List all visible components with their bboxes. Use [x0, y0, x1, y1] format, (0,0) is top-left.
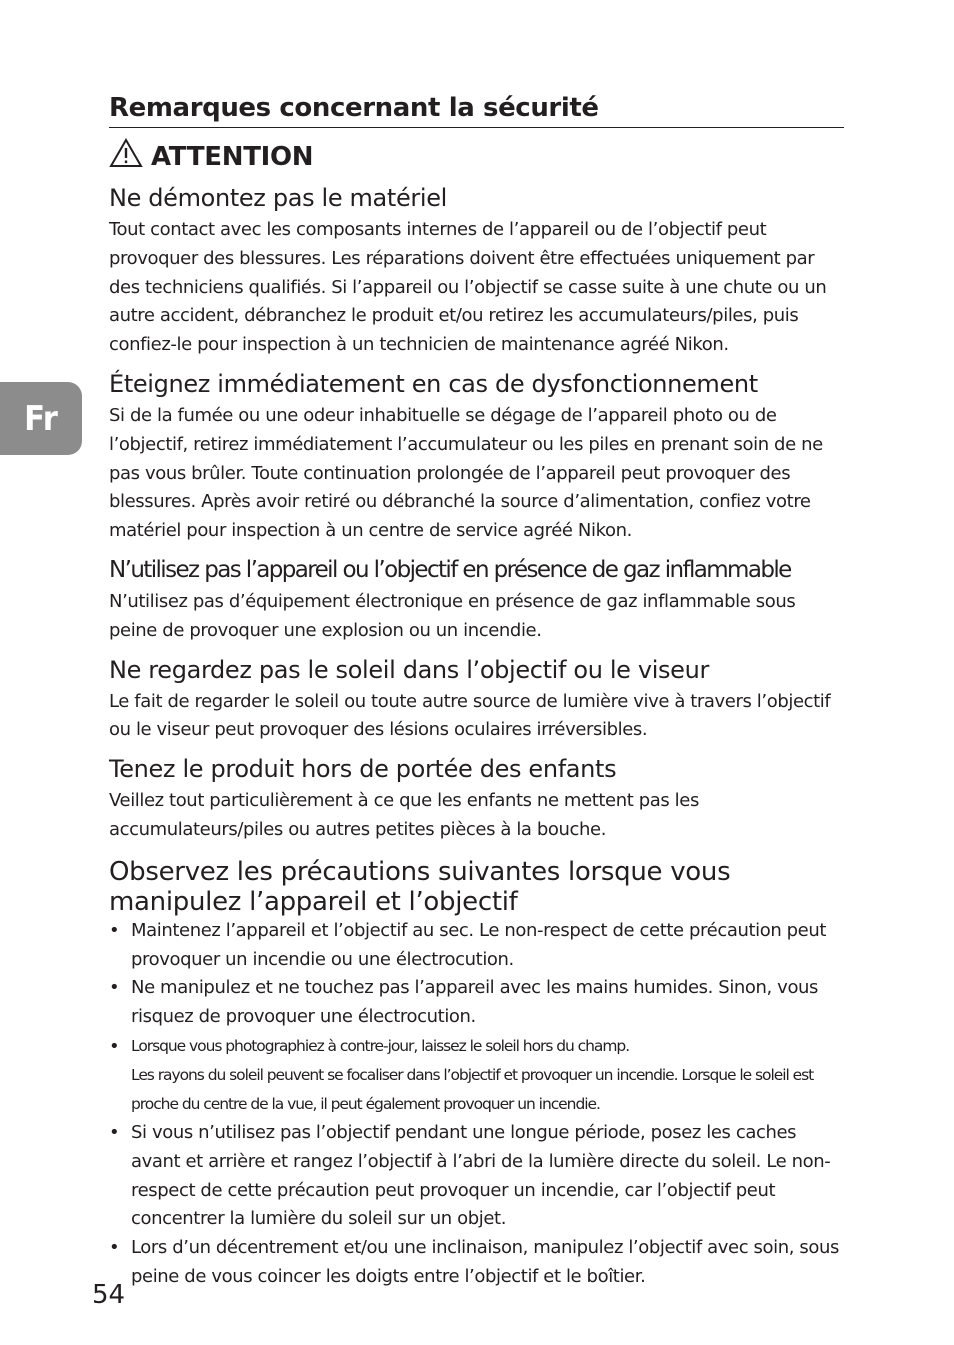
list-item [109, 917, 844, 975]
bullet: • [109, 1121, 120, 1143]
safety-content [109, 180, 844, 1292]
section-text: Le fait de regarder le soleil ou toute autre source de lumière vive à travers l’objectif ou le viseur peut provoquer des lésions oculaires irréversibles. [109, 690, 831, 741]
list-item [109, 1234, 844, 1292]
page-title: Remarques concernant la sécurité [109, 89, 844, 128]
precautions-heading: Observez les précautions suivantes lorsque vous manipulez l’appareil et l’objectif [109, 856, 731, 917]
section-heading: Tenez le produit hors de portée des enfants [109, 755, 617, 784]
section-heading: Ne démontez pas le matériel [109, 184, 447, 212]
bullet: • [109, 1237, 120, 1259]
bullet: • [109, 919, 120, 941]
page-number: 54 [92, 1280, 126, 1310]
list-item-text: Si vous n’utilisez pas l’objectif pendant une longue période, posez les caches avant et arrière et rangez l’objectif à l’abri de la lumière directe du soleil. Le non-respect de cette précaution peut provoquer un incendie, car l’objectif peut concentrer la lumière du soleil sur un objet. [131, 1121, 831, 1230]
section-heading: Éteignez immédiatement en cas de dysfonctionnement [109, 369, 758, 398]
language-tab: Fr [0, 382, 82, 455]
warning-triangle-icon [109, 138, 143, 175]
section-flammable-gas [109, 552, 844, 646]
list-item-text: Lors d’un décentrement et/ou une inclinaison, manipulez l’objectif avec soin, sous peine de vous coincer les doigts entre l’objectif et le boîtier. [131, 1237, 839, 1287]
section-malfunction [109, 366, 844, 546]
attention-header [109, 138, 313, 175]
section-precautions [109, 851, 844, 1292]
list-item-text: Maintenez l’appareil et l’objectif au sec. Le non-respect de cette précaution peut provoquer un incendie ou une électrocution. [131, 919, 827, 970]
precautions-list [109, 917, 844, 1292]
section-disassembly [109, 180, 844, 360]
section-children [109, 751, 844, 845]
section-text: Tout contact avec les composants internes de l’appareil ou de l’objectif peut provoquer des blessures. Les réparations doivent être effectuées uniquement par des techniciens qualifiés. Si l’appareil ou l’objectif se casse suite à une chute ou un autre accident, débranchez le produit et/ou retirez les accumulateurs/piles, puis confiez-le pour inspection à un technicien de maintenance agréé Nikon. [109, 219, 827, 356]
section-heading: Ne regardez pas le soleil dans l’objectif ou le viseur [109, 655, 709, 684]
list-item-text: Ne manipulez et ne touchez pas l’appareil avec les mains humides. Sinon, vous risquez de provoquer une électrocution. [131, 977, 819, 1028]
list-item-detail: Les rayons du soleil peuvent se focaliser dans l’objectif et provoquer un incendie. Lorsque le soleil est proche du centre de la vue, il peut également provoquer un incendie. [131, 1065, 814, 1113]
list-item [109, 974, 844, 1032]
section-heading: N’utilisez pas l’appareil ou l’objectif en présence de gaz inflammable [109, 556, 791, 583]
list-item [109, 1119, 844, 1234]
list-item-text: Lorsque vous photographiez à contre-jour, laissez le soleil hors du champ. [131, 1036, 630, 1055]
bullet: • [109, 1035, 119, 1057]
section-sun-viewfinder [109, 652, 844, 746]
list-item [109, 1032, 844, 1119]
section-text: Veillez tout particulièrement à ce que les enfants ne mettent pas les accumulateurs/piles ou autres petites pièces à la bouche. [109, 790, 699, 840]
bullet: • [109, 977, 120, 999]
attention-label: ATTENTION [151, 141, 314, 172]
section-text: N’utilisez pas d’équipement électronique en présence de gaz inflammable sous peine de provoquer une explosion ou un incendie. [109, 590, 796, 641]
section-text: Si de la fumée ou une odeur inhabituelle se dégage de l’appareil photo ou de l’objectif, retirez immédiatement l’accumulateur ou les piles en prenant soin de ne pas vous brûler. Toute continuation prolongée de l’appareil peut provoquer des blessures. Après avoir retiré ou débranché la source d’alimentation, confiez votre matériel pour inspection à un centre de service agréé Nikon. [109, 404, 823, 542]
